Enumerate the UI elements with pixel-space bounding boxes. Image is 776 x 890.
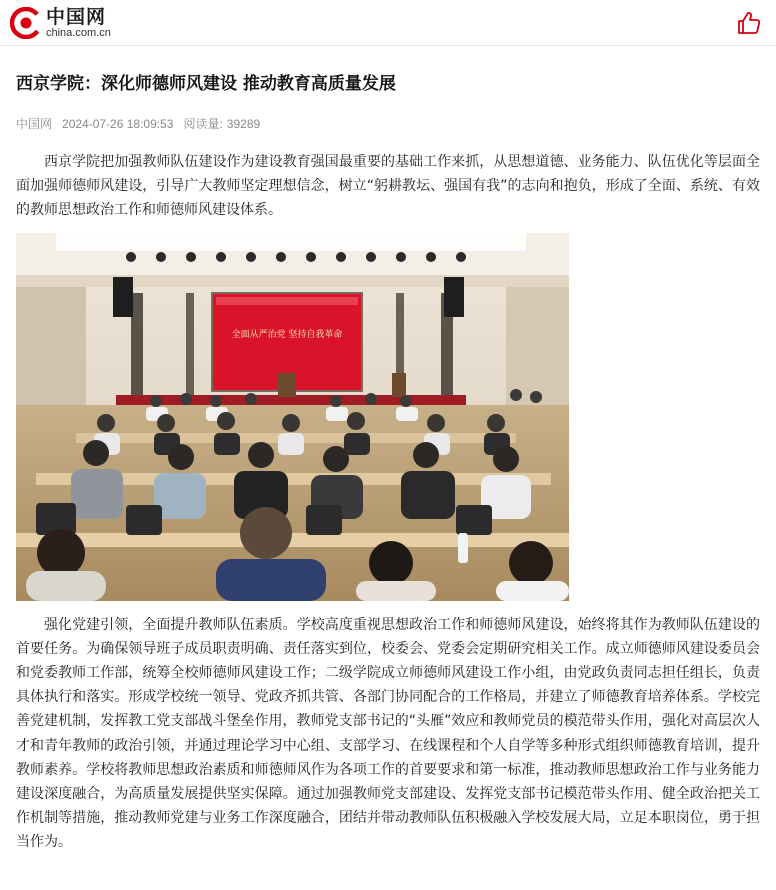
logo-en-text: china.com.cn bbox=[46, 27, 111, 39]
article-source: 中国网 bbox=[16, 117, 53, 131]
logo-cn-text: 中国网 bbox=[46, 6, 107, 28]
article-paragraph-1: 西京学院把加强教师队伍建设作为建设教育强国最重要的基础工作来抓，从思想道德、业务能力、队伍优化等层面全面加强师德师风建设，引导广大教师坚定理想信念，树立“躬耕教坛、强国有我”的志向和抱负，形成了全面、系统、有效的教师思想政治工作和师德师风建设体系。 bbox=[16, 154, 760, 219]
article-title: 西京学院：深化师德师风建设 推动教育高质量发展 bbox=[16, 74, 396, 94]
article-datetime: 2024-07-26 18:09:53 bbox=[62, 117, 174, 131]
meeting-hall-photo bbox=[16, 233, 569, 601]
top-bar bbox=[0, 0, 776, 46]
read-count-label: 阅读量: bbox=[183, 117, 223, 131]
article-meta bbox=[16, 116, 760, 132]
screen-slogan-text: 全面从严治党 坚持自我革命 bbox=[231, 329, 343, 340]
logo-text bbox=[46, 7, 111, 39]
china-com-cn-logo-icon bbox=[10, 7, 42, 39]
article bbox=[0, 72, 776, 855]
read-count-value: 39289 bbox=[226, 117, 261, 131]
read-count bbox=[183, 117, 260, 131]
thumbs-up-icon[interactable] bbox=[736, 10, 762, 36]
site-logo[interactable] bbox=[10, 6, 111, 40]
article-paragraph-2: 强化党建引领，全面提升教师队伍素质。学校高度重视思想政治工作和师德师风建设，始终将其作为教师队伍建设的首要任务。为确保领导班子成员职责明确、责任落实到位，校委会、党委会定期研究相关工作。成立师德师风建设委员会和党委教师工作部，统筹全校师德师风建设工作；二级学院成立师德师风建设工作小组，由党政负责同志担任组长，负责具体执行和落实。形成学校统一领导、党政齐抓共管、各部门协同配合的工作格局，并建立了师德教育培养体系。学校完善党建机制，发挥教工党支部战斗堡垒作用，教师党支部书记的“头雁”效应和教师党员的模范带头作用，强化对高层次人才和青年教师的政治引领，并通过理论学习中心组、支部学习、在线课程和个人自学等多种形式组织师德教育培训，提升教师素养。学校将教师思想政治素质和师德师风作为各项工作的首要要求和第一标准，推动教师思想政治工作与业务能力建设深度融合，为高质量发展提供坚实保障。通过加强教师党支部建设、发挥党支部书记模范带头作用、健全政治把关工作机制等措施，推动教师党建与业务工作深度融合，团结并带动教师队伍积极融入学校发展大局，立足本职岗位，勇于担当作为。 bbox=[16, 616, 760, 851]
